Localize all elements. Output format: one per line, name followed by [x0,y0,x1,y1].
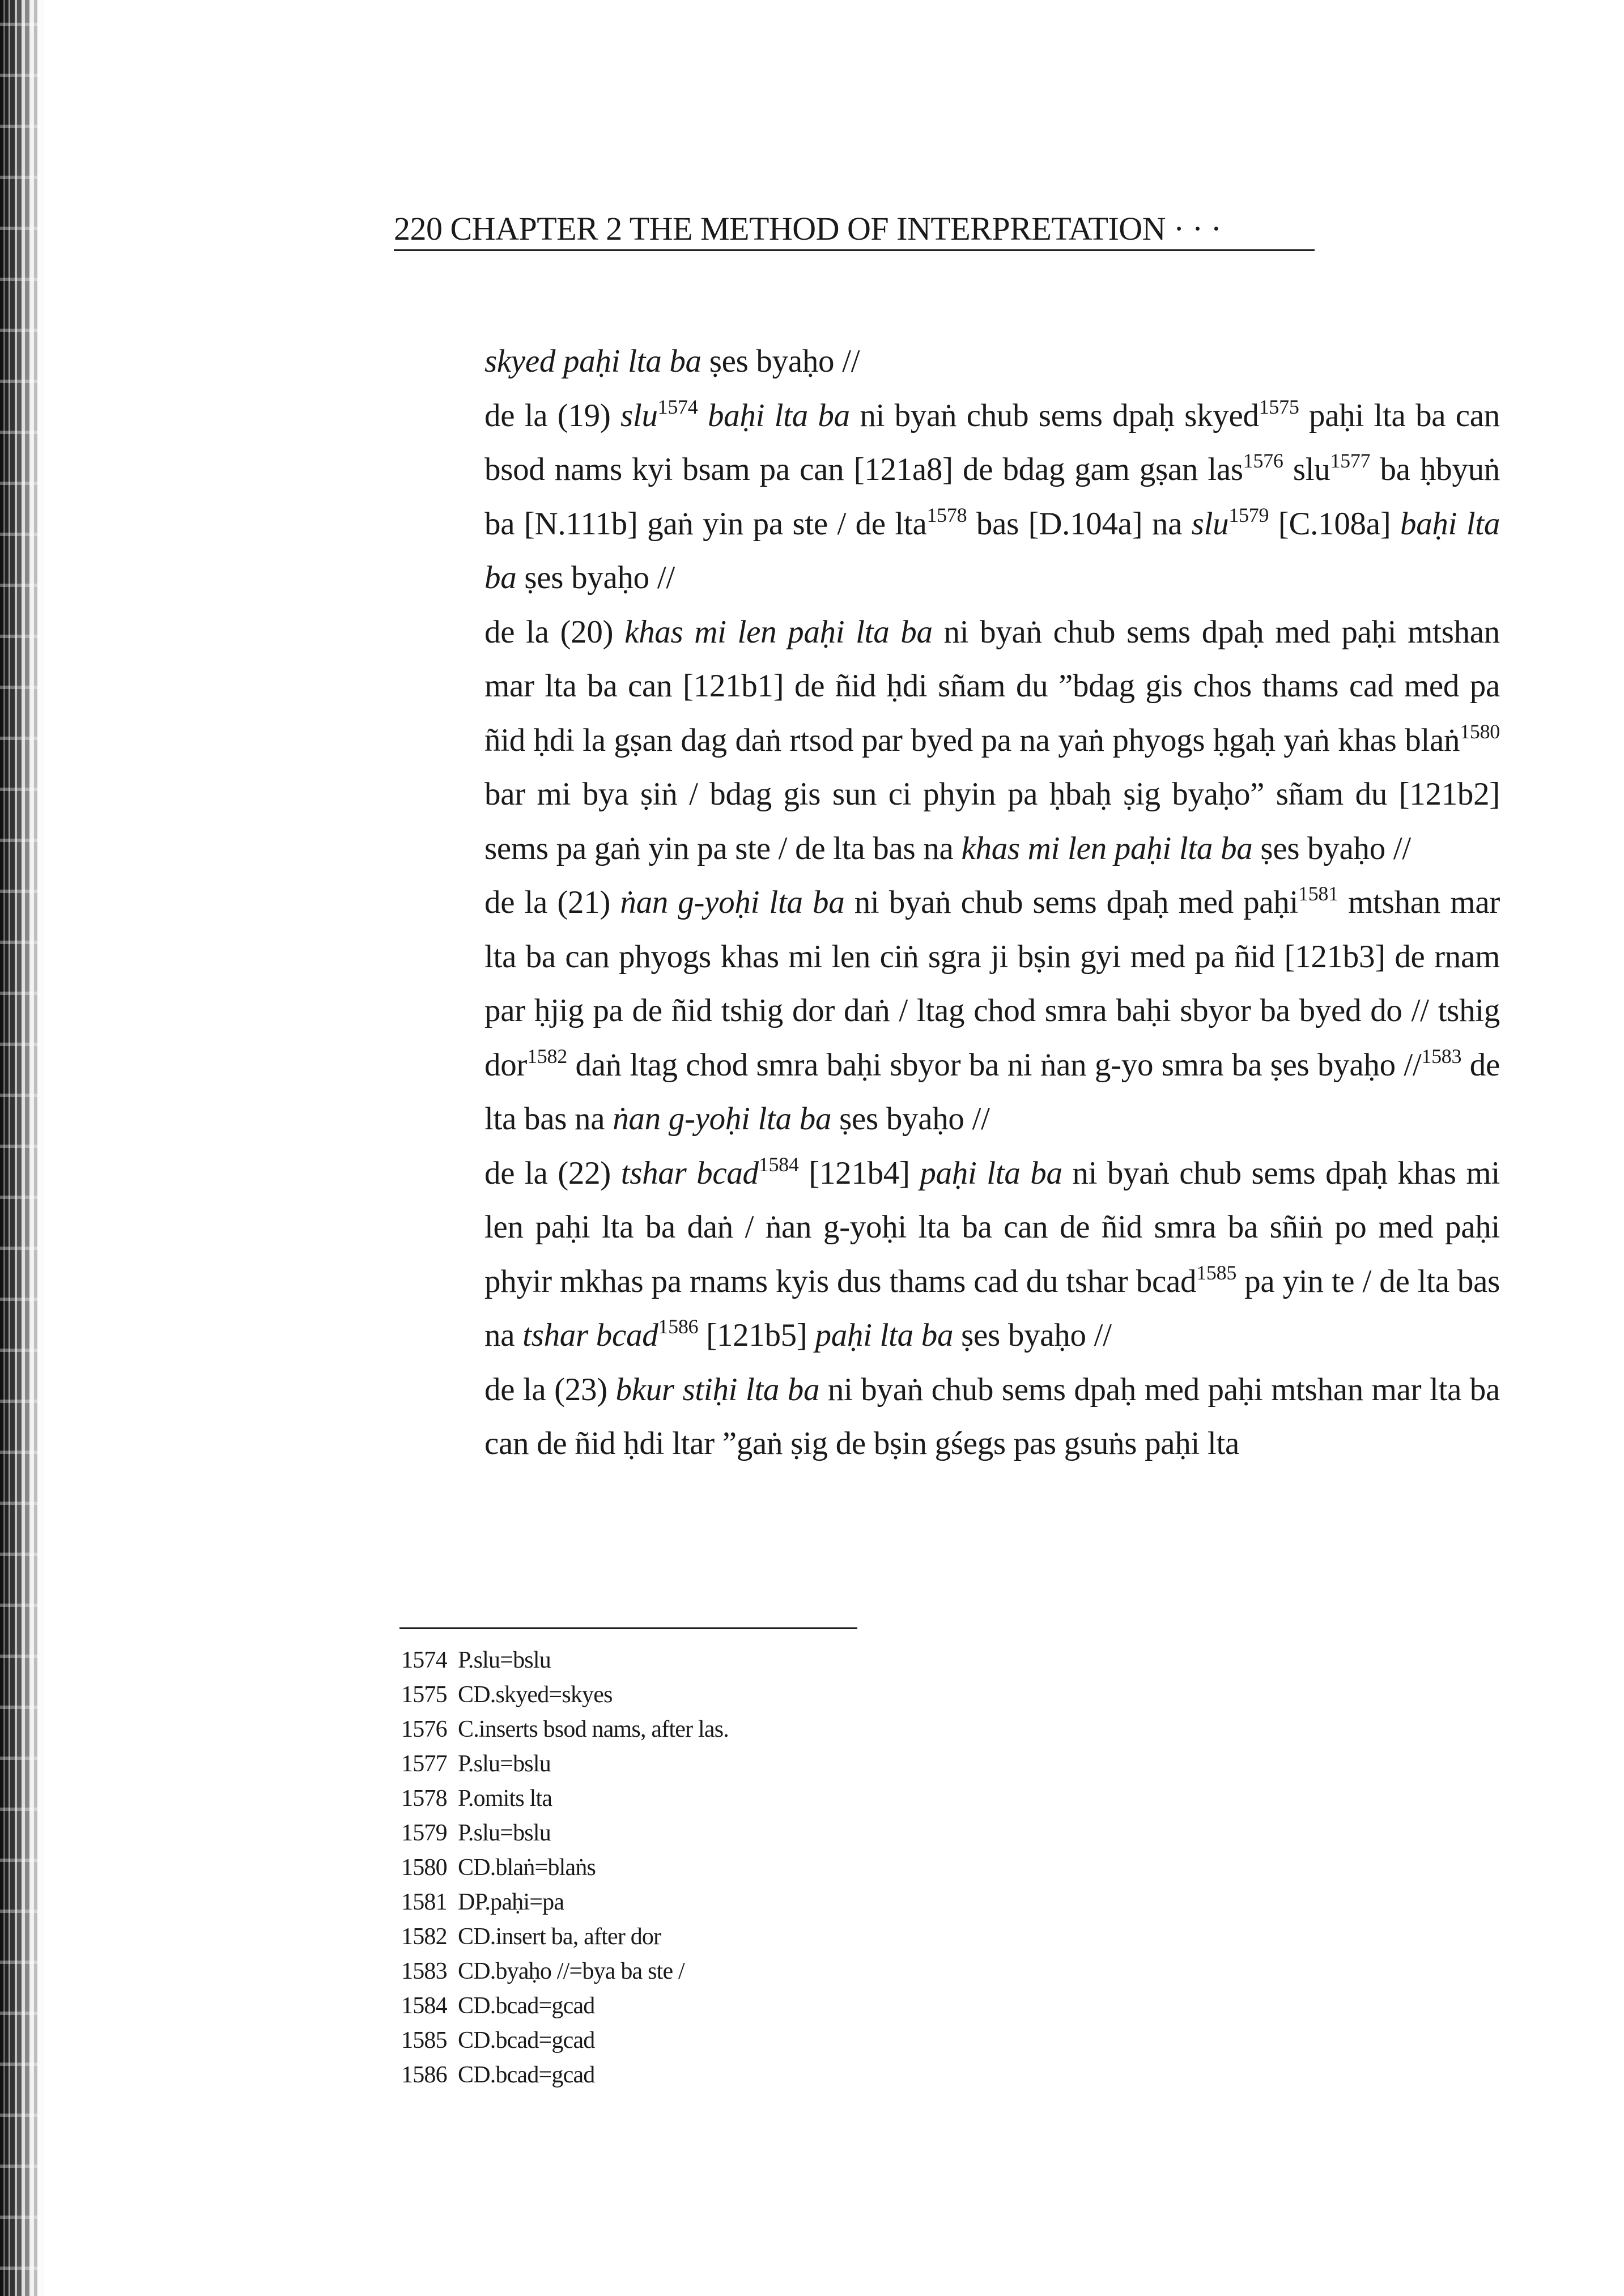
term-italic: khas mi len paḥi lta ba [961,830,1253,866]
term-italic: slu [620,397,658,433]
text-run: ba ḥbyuṅ ba [N.111b] gaṅ yin pa ste / de lta [484,452,1500,542]
footnote-ref: 1582 [527,1044,567,1068]
term-italic: tshar bcad [522,1317,658,1353]
term-italic: khas mi len paḥi lta ba [624,614,933,650]
term-italic: tshar bcad [620,1155,759,1191]
footnote-number: 1586 [401,2062,447,2088]
footnote-ref: 1578 [926,503,967,526]
text-run: daṅ ltag chod smra baḥi sbyor ba ni ṅan g-yo smra ba ṣes byaḥo // [567,1047,1422,1083]
footnote [401,1678,1194,1712]
footnote-number: 1581 [401,1889,447,1915]
footnote-ref: 1576 [1243,449,1283,472]
footnote-text: P.slu=bslu [458,1647,551,1673]
running-header: 220 CHAPTER 2 THE METHOD OF INTERPRETATION · · · [394,209,1315,251]
paragraph-23 [484,1363,1500,1471]
footnote-text: CD.insert ba, after dor [458,1924,661,1950]
text-run: de la (23) [484,1371,616,1408]
footnote-ref: 1579 [1228,503,1269,526]
text-run: bar mi bya ṣiṅ / bdag gis sun ci phyin pa ḥbaḥ ṣig byaḥo” sñam du [121b2] sems pa gaṅ yin pa ste / de lta bas na [484,776,1500,866]
footnote-number: 1583 [401,1958,447,1984]
footnote-separator [399,1627,857,1629]
term-italic: ṅan g-yoḥi lta ba [613,1101,832,1137]
text-run: paḥi lta ba can bsod nams kyi bsam pa can [121a8] de bdag gam gṣan las [484,397,1500,487]
main-text [484,334,1500,1471]
footnote-ref: 1586 [658,1315,699,1338]
text-run: [121b4] [798,1155,920,1191]
footnote-text: C.inserts bsod nams, after las. [458,1716,729,1742]
term-italic: baḥi lta ba [707,397,850,433]
footnote-number: 1585 [401,2027,447,2053]
text-run: ṣes byaḥo // [953,1317,1112,1353]
term-italic: ṅan g-yoḥi lta ba [620,885,845,920]
footnote [401,2058,1194,2093]
text-run: ni byaṅ chub sems dpaḥ med paḥi [844,885,1299,920]
footnote-number: 1578 [401,1785,447,1812]
footnote [401,1712,1194,1747]
footnote [401,1989,1194,2023]
text-run: de la (19) [484,397,621,433]
footnote-text: CD.bcad=gcad [458,2027,595,2053]
footnote-ref: 1581 [1298,882,1338,905]
footnote-number: 1575 [401,1682,447,1708]
text-run [698,398,708,433]
text-run: slu [1283,452,1330,487]
footnote-text: DP.paḥi=pa [458,1889,564,1915]
footnote [401,1954,1194,1989]
text-run: ni byaṅ chub sems dpaḥ med paḥi mtshan mar lta ba can [121b1] de ñid ḥdi sñam du ”bdag gis chos thams cad med pa ñid ḥdi la gṣan dag daṅ rtsod par byed pa na yaṅ phyogs ḥgaḥ yaṅ khas blaṅ [484,614,1500,758]
text-run: de la (20) [484,614,625,650]
footnote-text: P.slu=bslu [458,1820,551,1846]
footnote [401,1816,1194,1851]
footnote-text: CD.blaṅ=blaṅs [458,1855,596,1881]
footnote [401,1781,1194,1816]
footnote-ref: 1577 [1330,449,1371,472]
text-run: ni byaṅ chub sems dpaḥ skyed [849,397,1259,433]
footnote-text: CD.bcad=gcad [458,1993,595,2019]
footnote-ref: 1575 [1259,395,1299,418]
term-italic: baḥi lta ba [484,505,1500,596]
scan-binding-edge [0,0,44,2296]
text-run: de lta bas na [484,1047,1500,1137]
text-run: pa yin te / de lta bas na [484,1263,1500,1353]
paragraph-20 [484,605,1500,876]
footnote-text: CD.skyed=skyes [458,1682,613,1708]
text-run: de la (22) [484,1155,621,1191]
text-run: ṣes byaḥo // [1252,830,1411,866]
text-run: ni byaṅ chub sems dpaḥ khas mi len paḥi lta ba daṅ / ṅan g-yoḥi lta ba can de ñid smra ba sñiṅ po med paḥi phyir mkhas pa rnams kyis dus thams cad du tshar bcad [484,1155,1500,1299]
text-run: bas [D.104a] na [967,505,1192,542]
footnote-ref: 1574 [657,395,698,418]
footnote-text: CD.bcad=gcad [458,2062,595,2088]
paragraph-18-end [484,334,1500,389]
paragraph-21 [484,875,1500,1146]
footnote-number: 1574 [401,1647,447,1673]
text-run: ni byaṅ chub sems dpaḥ med paḥi mtshan mar lta ba can de ñid ḥdi ltar ”gaṅ ṣig de bṣin gśegs pas gsuṅs paḥi lta [484,1371,1500,1461]
footnote-number: 1584 [401,1993,447,2019]
footnote [401,1885,1194,1920]
footnote-ref: 1584 [758,1153,799,1176]
text-run: de la (21) [484,885,620,920]
term-italic: slu [1191,505,1229,542]
footnote [401,1920,1194,1954]
footnote-number: 1582 [401,1924,447,1950]
footnote-number: 1577 [401,1751,447,1777]
footnote-ref: 1585 [1196,1261,1237,1284]
text-run: ṣes byaḥo // [516,560,675,596]
footnote-text: P.omits lta [458,1785,552,1812]
term-italic: paḥi lta ba [815,1317,954,1353]
footnote-text: P.slu=bslu [458,1751,551,1777]
footnote [401,1851,1194,1885]
term-italic: skyed paḥi lta ba [484,343,702,379]
footnotes [401,1643,1194,2093]
paragraph-22 [484,1146,1500,1363]
term-italic: bkur stiḥi lta ba [615,1371,820,1408]
footnote [401,1747,1194,1781]
text-run: ṣes byaḥo // [701,343,860,379]
text-run: [C.108a] [1269,505,1401,542]
footnote-number: 1576 [401,1716,447,1742]
text-run: ṣes byaḥo // [831,1101,990,1137]
footnote [401,2023,1194,2058]
text-run: [121b5] [698,1317,815,1353]
footnote-number: 1579 [401,1820,447,1846]
footnote-text: CD.byaḥo //=bya ba ste / [458,1958,685,1984]
paragraph-19 [484,389,1500,605]
footnote-number: 1580 [401,1855,447,1881]
text-run: mtshan mar lta ba can phyogs khas mi len ciṅ sgra ji bṣin gyi med pa ñid [121b3] de rnam par ḥjig pa de ñid tshig dor daṅ / ltag chod smra baḥi sbyor ba byed do // tshig dor [484,885,1500,1083]
footnote [401,1643,1194,1678]
term-italic: paḥi lta ba [920,1155,1062,1191]
footnote-ref: 1583 [1421,1044,1462,1068]
footnote-ref: 1580 [1460,720,1500,743]
